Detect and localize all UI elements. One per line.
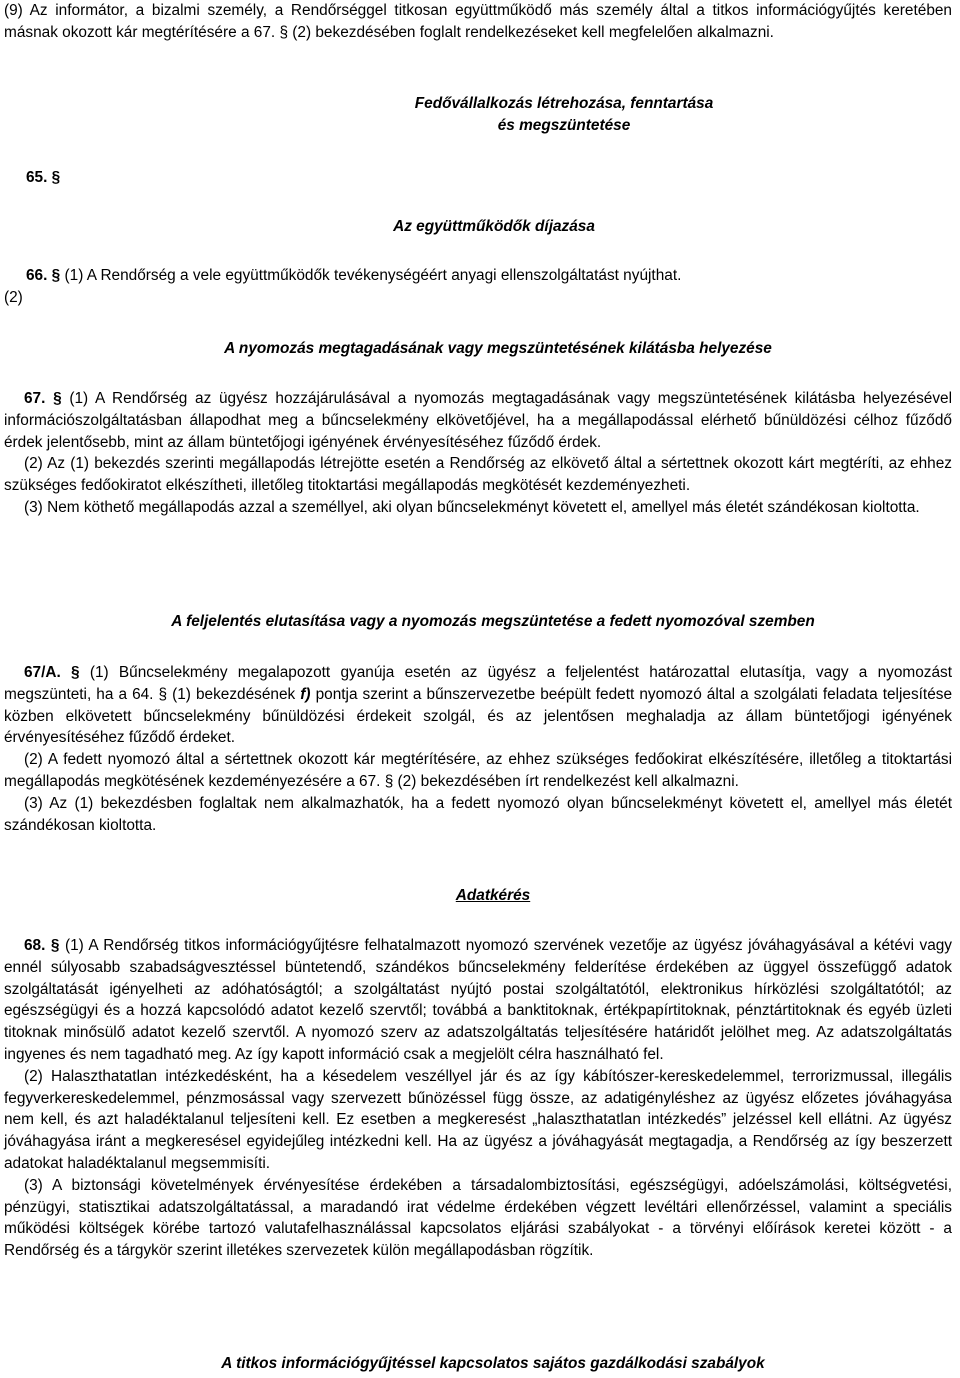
section-67a-number: 67/A. § (24, 664, 80, 681)
section-68 (4, 935, 952, 1262)
section-66-paragraph-2: (2) (4, 289, 23, 306)
section-67a-paragraph-2: (2) A fedett nyomozó által a sértettnek okozott kár megtérítésére, az ehhez szükséges fedőokirat elkészítésére, illetőleg a titoktartási megállapodás megkötésének kezdeményezésére a 67. § (2) bekezdésében írt rendelkezést kell alkalmazni. (4, 751, 952, 790)
section-67 (4, 388, 952, 519)
section-67-paragraph-2: (2) Az (1) bekezdés szerinti megállapodás létrejötte esetén a Rendőrség az elkövető által a sértettnek okozott kárt megtéríti, az ehhez szükséges fedőokiratot elkészítheti, illetőleg titoktartási megállapodás megkötését kezdeményezheti. (4, 455, 952, 495)
section-65: 65. § (26, 169, 61, 186)
heading-fedovallalkozas-line2: és megszüntetése (497, 117, 631, 134)
section-68-number: 68. § (24, 937, 60, 954)
heading-egyuttmukodok-dijazasa: Az együttműködők díjazása (393, 218, 595, 235)
point-f-reference: f) (300, 685, 311, 703)
section-68-paragraph-1: 68. § (1) A Rendőrség titkos információgyűjtésre felhatalmazott nyomozó szervének vezetője az ügyész jóváhagyásával a kétévi vagy ennél súlyosabb szabadságvesztéssel büntetendő, szándékos bűncselekmény felderítése érdekében az üggyel összefüggő adatok szolgáltatását igényelheti az adóhatóságtól; a szolgáltatást nyújtó postai szolgáltatótól, elektronikus hírközlési szolgáltatótól; az egészségügyi és a hozzá kapcsolódó adatot kezelő szervtől; továbbá a banktitoknak, értékpapírtitoknak, pénztártitoknak és egyéb üzleti titoknak minősülő adatot kezelő szervtől. A nyomozó szerv az adatszolgáltatás teljesítésére határidőt jelölhet meg. Az adatszolgáltatás ingyenes és nem tagadható meg. Az így kapott információ csak a megjelölt célra használható fel. (4, 937, 953, 1063)
section-68-paragraph-3: (3) A biztonsági követelmények érvényesítése érdekében a társadalombiztosítási, egészségügyi, adóelszámolási, költségvetési, pénzügyi, statisztikai adatszolgáltatással, a maradandó irat védelme érdekében végzett levéltári ellenőrzéssel, valamint a speciális működési költségek körébe tartozó valutafelhasználással kapcsolatos eljárási szabályokat - a törvényi előírások keretei között - a Rendőrség és a tárgykör szerint illetékes szervezetek külön megállapodásban rögzítik. (4, 1176, 952, 1260)
section-66 (26, 265, 952, 287)
section-67a-paragraph-3: (3) Az (1) bekezdésben foglaltak nem alkalmazhatók, ha a fedett nyomozó olyan bűncselekményt követett el, amellyel más életét szándékosan kioltotta. (4, 794, 952, 834)
heading-adatkeres: Adatkérés (455, 887, 531, 904)
section-67-paragraph-1: 67. § (1) A Rendőrség az ügyész hozzájárulásával a nyomozás megtagadásának vagy megszüntetésének kilátásba helyezésével információszolgáltatásban állapodhat meg a bűncselekmény elkövetőjével, ha a megállapodással elérhető bűnüldözési célhoz fűződő érdek jelentősebb, mint az állam büntetőjogi igényének érvényesítéséhez fűződő érdek. (4, 390, 953, 451)
section-66-number: 66. § (26, 267, 61, 284)
section-67a (4, 662, 952, 836)
section-67-number: 67. § (24, 390, 62, 407)
section-67-paragraph-3: (3) Nem köthető megállapodás azzal a személlyel, aki olyan bűncselekményt követett el, amellyel más életét szándékosan kioltotta. (24, 498, 920, 516)
heading-feljelentes-elutasitasa: A feljelentés elutasítása vagy a nyomozás megszüntetése a fedett nyomozóval szemben (171, 613, 815, 630)
section-67a-paragraph-1: 67/A. § (1) Bűncselekmény megalapozott gyanúja esetén az ügyész a feljelentést határozattal elutasítja, vagy a nyomozást megszünteti, ha a 64. § (1) bekezdésének f) pontja szerint a bűnszervezetbe beépült fedett nyomozó által a szolgálati feladata teljesítése közben elkövetett bűncselekmény bűnüldözési érdekeit szolgál, és az jelentősen meghaladja az állam büntetőjogi igényének érvényesítéséhez fűződő érdeket. (4, 664, 953, 747)
heading-nyomozas-megtagadasa: A nyomozás megtagadásának vagy megszüntetésének kilátásba helyezése (224, 340, 772, 357)
section-68-paragraph-2: (2) Halaszthatatlan intézkedésként, ha a késedelem veszéllyel jár és az így kábítószer-kereskedelemmel, terrorizmussal, illegális fegyverkereskedelemmel, pénzmosással vagy szervezett bűnözéssel függ össze, az adatigényléshez az ügyész előzetes jóváhagyása nem kell, és azt haladéktalanul teljesíteni kell. Ez esetben a megkeresést „halaszthatatlan intézkedés” jelzéssel kell ellátni. Az ügyész jóváhagyása iránt a megkeresésel egyidejűleg intézkedni kell. Ha az ügyész a jóváhagyását megtagadja, a Rendőrség az így beszerzett adatokat haladéktalanul megsemmisíti. (4, 1067, 952, 1172)
section-66-paragraph-1: (1) A Rendőrség a vele együttműködők tevékenységéért anyagi ellenszolgáltatást nyújthat. (60, 267, 682, 284)
paragraph-9-continued: (9) Az informátor, a bizalmi személy, a Rendőrséggel titkosan együttműködő más személy által a titkos információgyűjtés keretében másnak okozott kár megtérítésére a 67. § (2) bekezdésében foglalt rendelkezéseket kell megfelelően alkalmazni. (4, 2, 952, 41)
heading-titkos-gazdalkodasi-szabalyok: A titkos információgyűjtéssel kapcsolatos sajátos gazdálkodási szabályok (221, 1355, 765, 1372)
heading-fedovallalkozas-line1: Fedővállalkozás létrehozása, fenntartása (414, 95, 714, 112)
